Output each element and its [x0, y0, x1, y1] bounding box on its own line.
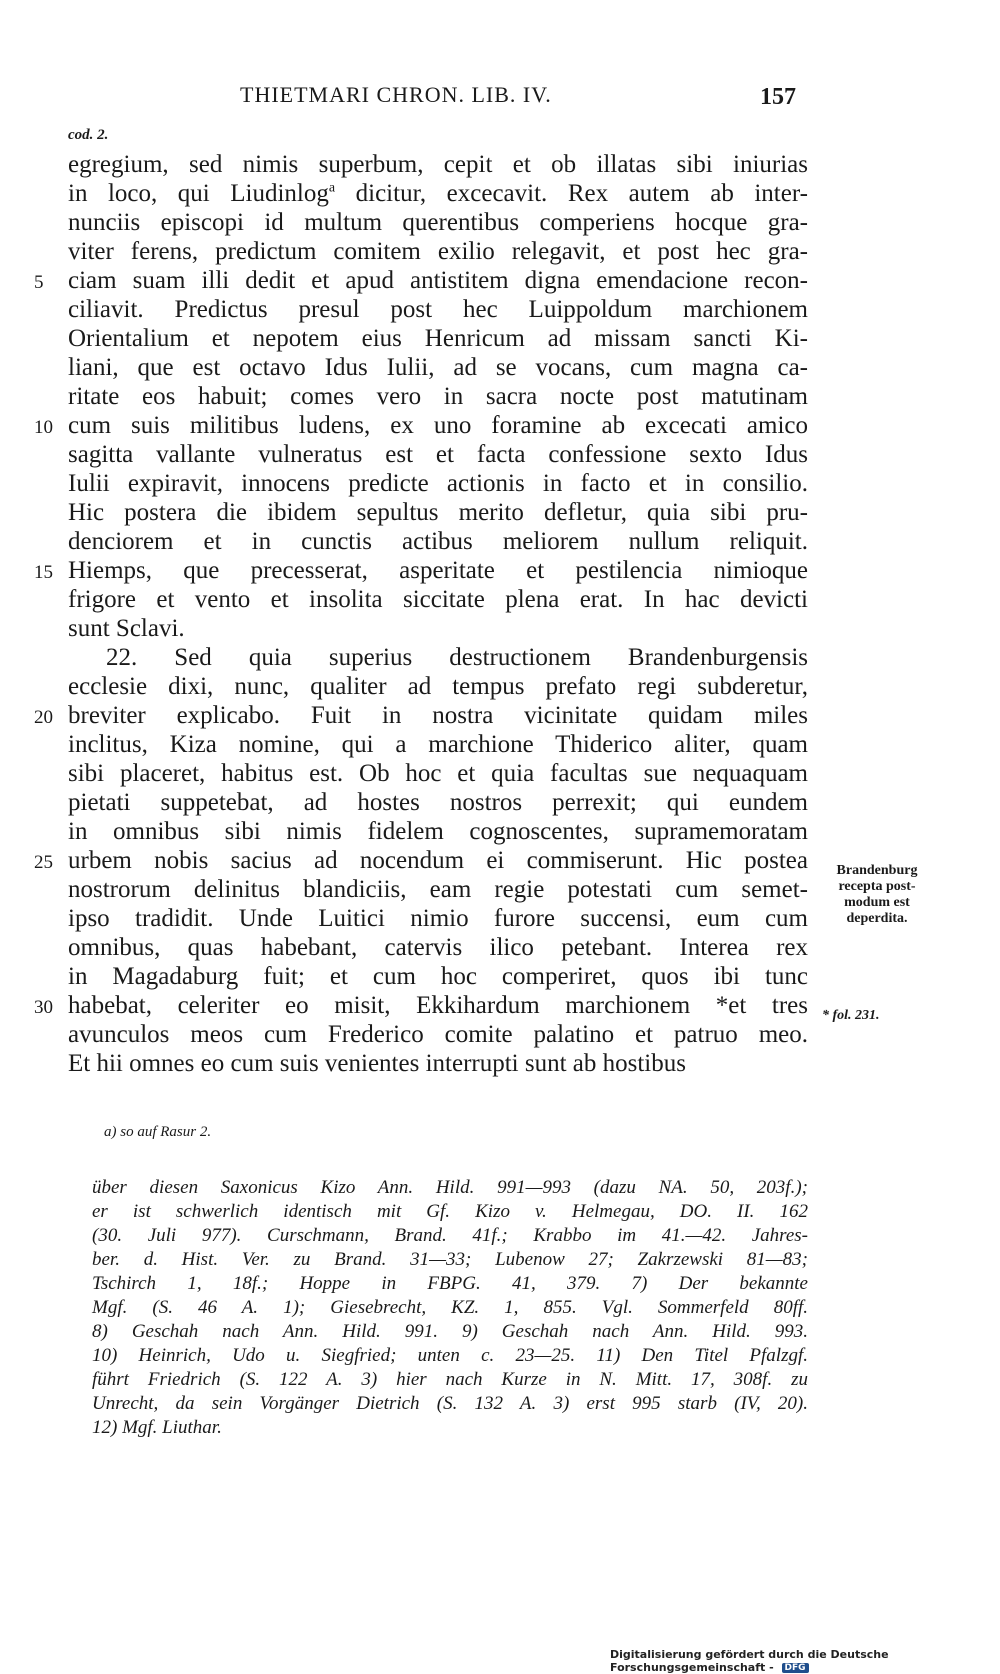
text-line — [68, 672, 808, 701]
line-number: 5 — [34, 272, 44, 293]
page-number: 157 — [760, 84, 796, 110]
line-text: nunciis episcopi id multum querentibus comperiens hocque gra- — [68, 209, 808, 236]
line-text: ciam suam illi dedit et apud antistitem digna emendacione recon- — [68, 267, 808, 294]
margin-folio-reference: * fol. 231. — [822, 1008, 880, 1023]
text-line — [68, 1049, 808, 1078]
footnote-line: 10) Heinrich, Udo u. Siegfried; unten c. 23—25. 11) Den Titel Pfalzgf. — [92, 1345, 808, 1366]
line-text: in omnibus sibi nimis fidelem cognoscentes, supramemoratam — [68, 818, 808, 845]
margin-note-line: modum est — [844, 895, 910, 910]
text-line — [34, 411, 808, 440]
line-text: egregium, sed nimis superbum, cepit et ob illatas sibi iniurias — [68, 151, 808, 178]
line-text: sagitta vallante vulneratus est et facta confessione sexto Idus — [68, 441, 808, 468]
line-text: pietati suppetebat, ad hostes nostros perrexit; qui eundem — [68, 789, 808, 816]
line-text: nostrorum delinitus blandiciis, eam regie potestati cum semet- — [68, 876, 808, 903]
line-text: cum suis militibus ludens, ex uno foramine ab excecati amico — [68, 412, 808, 439]
text-line — [68, 1020, 808, 1049]
line-text: omnibus, quas habebant, catervis ilico petebant. Interea rex — [68, 934, 808, 961]
codex-label: cod. 2. — [68, 127, 109, 143]
line-text: habebat, celeriter eo misit, Ekkihardum marchionem *et tres — [68, 992, 808, 1019]
line-text: Iulii expiravit, innocens predicte actionis in facto et in consilio. — [68, 470, 808, 497]
footnote-line: Unrecht, da sein Vorgänger Dietrich (S. 132 A. 3) erst 995 starb (IV, 20). — [92, 1393, 808, 1414]
text-line — [68, 788, 808, 817]
line-text — [68, 179, 808, 208]
line-number: 25 — [34, 852, 53, 873]
critical-apparatus: a) so auf Rasur 2. — [104, 1124, 212, 1140]
line-text: ciliavit. Predictus presul post hec Luippoldum marchionem — [68, 296, 808, 323]
digitization-footer — [610, 1648, 1000, 1674]
text-line — [68, 904, 808, 933]
line-text: sibi placeret, habitus est. Ob hoc et quia facultas sue nequaquam — [68, 760, 808, 787]
line-text: avunculos meos cum Frederico comite palatino et patruo meo. — [68, 1021, 808, 1048]
line-number: 30 — [34, 997, 53, 1018]
text-line — [68, 817, 808, 846]
line-text: ipso tradidit. Unde Luitici nimio furore succensi, eum cum — [68, 905, 808, 932]
text-line — [34, 846, 808, 875]
line-text: in Magadaburg fuit; et cum hoc comperiret, quos ibi tunc — [68, 963, 808, 990]
text-line — [68, 237, 808, 266]
text-line — [68, 643, 808, 672]
text-line — [68, 295, 808, 324]
footnote-line: führt Friedrich (S. 122 A. 3) hier nach Kurze in N. Mitt. 17, 308f. zu — [92, 1369, 808, 1390]
line-text-part: dicitur, excecavit. Rex autem ab inter- — [335, 180, 808, 207]
text-line — [68, 962, 808, 991]
footnote-line: über diesen Saxonicus Kizo Ann. Hild. 991—993 (dazu NA. 50, 203f.); — [92, 1177, 808, 1198]
footnote-line: 12) Mgf. Liuthar. — [92, 1417, 222, 1438]
margin-note — [822, 863, 932, 927]
line-text: ecclesie dixi, nunc, qualiter ad tempus prefato regi subderetur, — [68, 673, 808, 700]
footnote-line: 8) Geschah nach Ann. Hild. 991. 9) Geschah nach Ann. Hild. 993. — [92, 1321, 808, 1342]
main-text-block — [34, 150, 808, 1078]
text-line — [68, 353, 808, 382]
margin-note-line: deperdita. — [846, 911, 908, 926]
text-line — [68, 498, 808, 527]
footnote-line: er ist schwerlich identisch mit Gf. Kizo v. Helmegau, DO. II. 162 — [92, 1201, 808, 1222]
line-text: urbem nobis sacius ad nocendum ei commiserunt. Hic postea — [68, 847, 808, 874]
footnote-marker: a — [328, 180, 336, 196]
margin-note-line: Brandenburg — [836, 863, 918, 878]
footer-text: Digitalisierung gefördert durch die Deutsche Forschungsgemeinschaft - — [610, 1648, 889, 1674]
line-text: denciorem et in cunctis actibus meliorem nullum reliquit. — [68, 528, 808, 555]
line-text: sunt Sclavi. — [68, 615, 185, 642]
line-number: 20 — [34, 707, 53, 728]
dfg-logo[interactable]: DFG — [782, 1663, 809, 1673]
line-text: 22. Sed quia superius destructionem Brandenburgensis — [106, 644, 808, 671]
text-line — [34, 556, 808, 585]
text-line — [68, 469, 808, 498]
footnote-line: Mgf. (S. 46 A. 1); Giesebrecht, KZ. 1, 855. Vgl. Sommerfeld 80ff. — [92, 1297, 808, 1318]
text-line — [34, 991, 808, 1020]
text-line — [68, 208, 808, 237]
text-line — [68, 759, 808, 788]
text-line — [68, 179, 808, 208]
line-text: breviter explicabo. Fuit in nostra vicinitate quidam miles — [68, 702, 808, 729]
line-text: frigore et vento et insolita siccitate plena erat. In hac devicti — [68, 586, 808, 613]
text-line — [34, 701, 808, 730]
text-line — [68, 324, 808, 353]
text-line — [68, 875, 808, 904]
line-text: liani, que est octavo Idus Iulii, ad se vocans, cum magna ca- — [68, 354, 808, 381]
running-title: THIETMARI CHRON. LIB. IV. — [240, 82, 552, 107]
line-number: 15 — [34, 562, 53, 583]
text-line — [68, 527, 808, 556]
line-number: 10 — [34, 417, 53, 438]
text-line — [68, 730, 808, 759]
margin-note-line: recepta post- — [838, 879, 916, 894]
line-text: Orientalium et nepotem eius Henricum ad missam sancti Ki- — [68, 325, 808, 352]
text-line — [34, 266, 808, 295]
line-text: inclitus, Kiza nomine, qui a marchione Thiderico aliter, quam — [68, 731, 808, 758]
text-line — [68, 440, 808, 469]
footnote-line: Tschirch 1, 18f.; Hoppe in FBPG. 41, 379. 7) Der bekannte — [92, 1273, 808, 1294]
text-line — [68, 614, 808, 643]
footnote-line: (30. Juli 977). Curschmann, Brand. 41f.; Krabbo im 41.—42. Jahres- — [92, 1225, 808, 1246]
text-line — [68, 382, 808, 411]
line-text: viter ferens, predictum comitem exilio relegavit, et post hec gra- — [68, 238, 808, 265]
text-line — [68, 933, 808, 962]
line-text: Hic postera die ibidem sepultus merito defletur, quia sibi pru- — [68, 499, 808, 526]
footnotes-block — [92, 1176, 808, 1440]
line-text: Hiemps, que precesserat, asperitate et pestilencia nimioque — [68, 557, 808, 584]
footnote-line: ber. d. Hist. Ver. zu Brand. 31—33; Lubenow 27; Zakrzewski 81—83; — [92, 1249, 808, 1270]
text-line — [68, 585, 808, 614]
line-text: Et hii omnes eo cum suis venientes interrupti sunt ab hostibus — [68, 1050, 686, 1077]
line-text-part: in loco, qui Liudinlog — [68, 180, 329, 207]
text-line — [68, 150, 808, 179]
line-text: ritate eos habuit; comes vero in sacra nocte post matutinam — [68, 383, 808, 410]
